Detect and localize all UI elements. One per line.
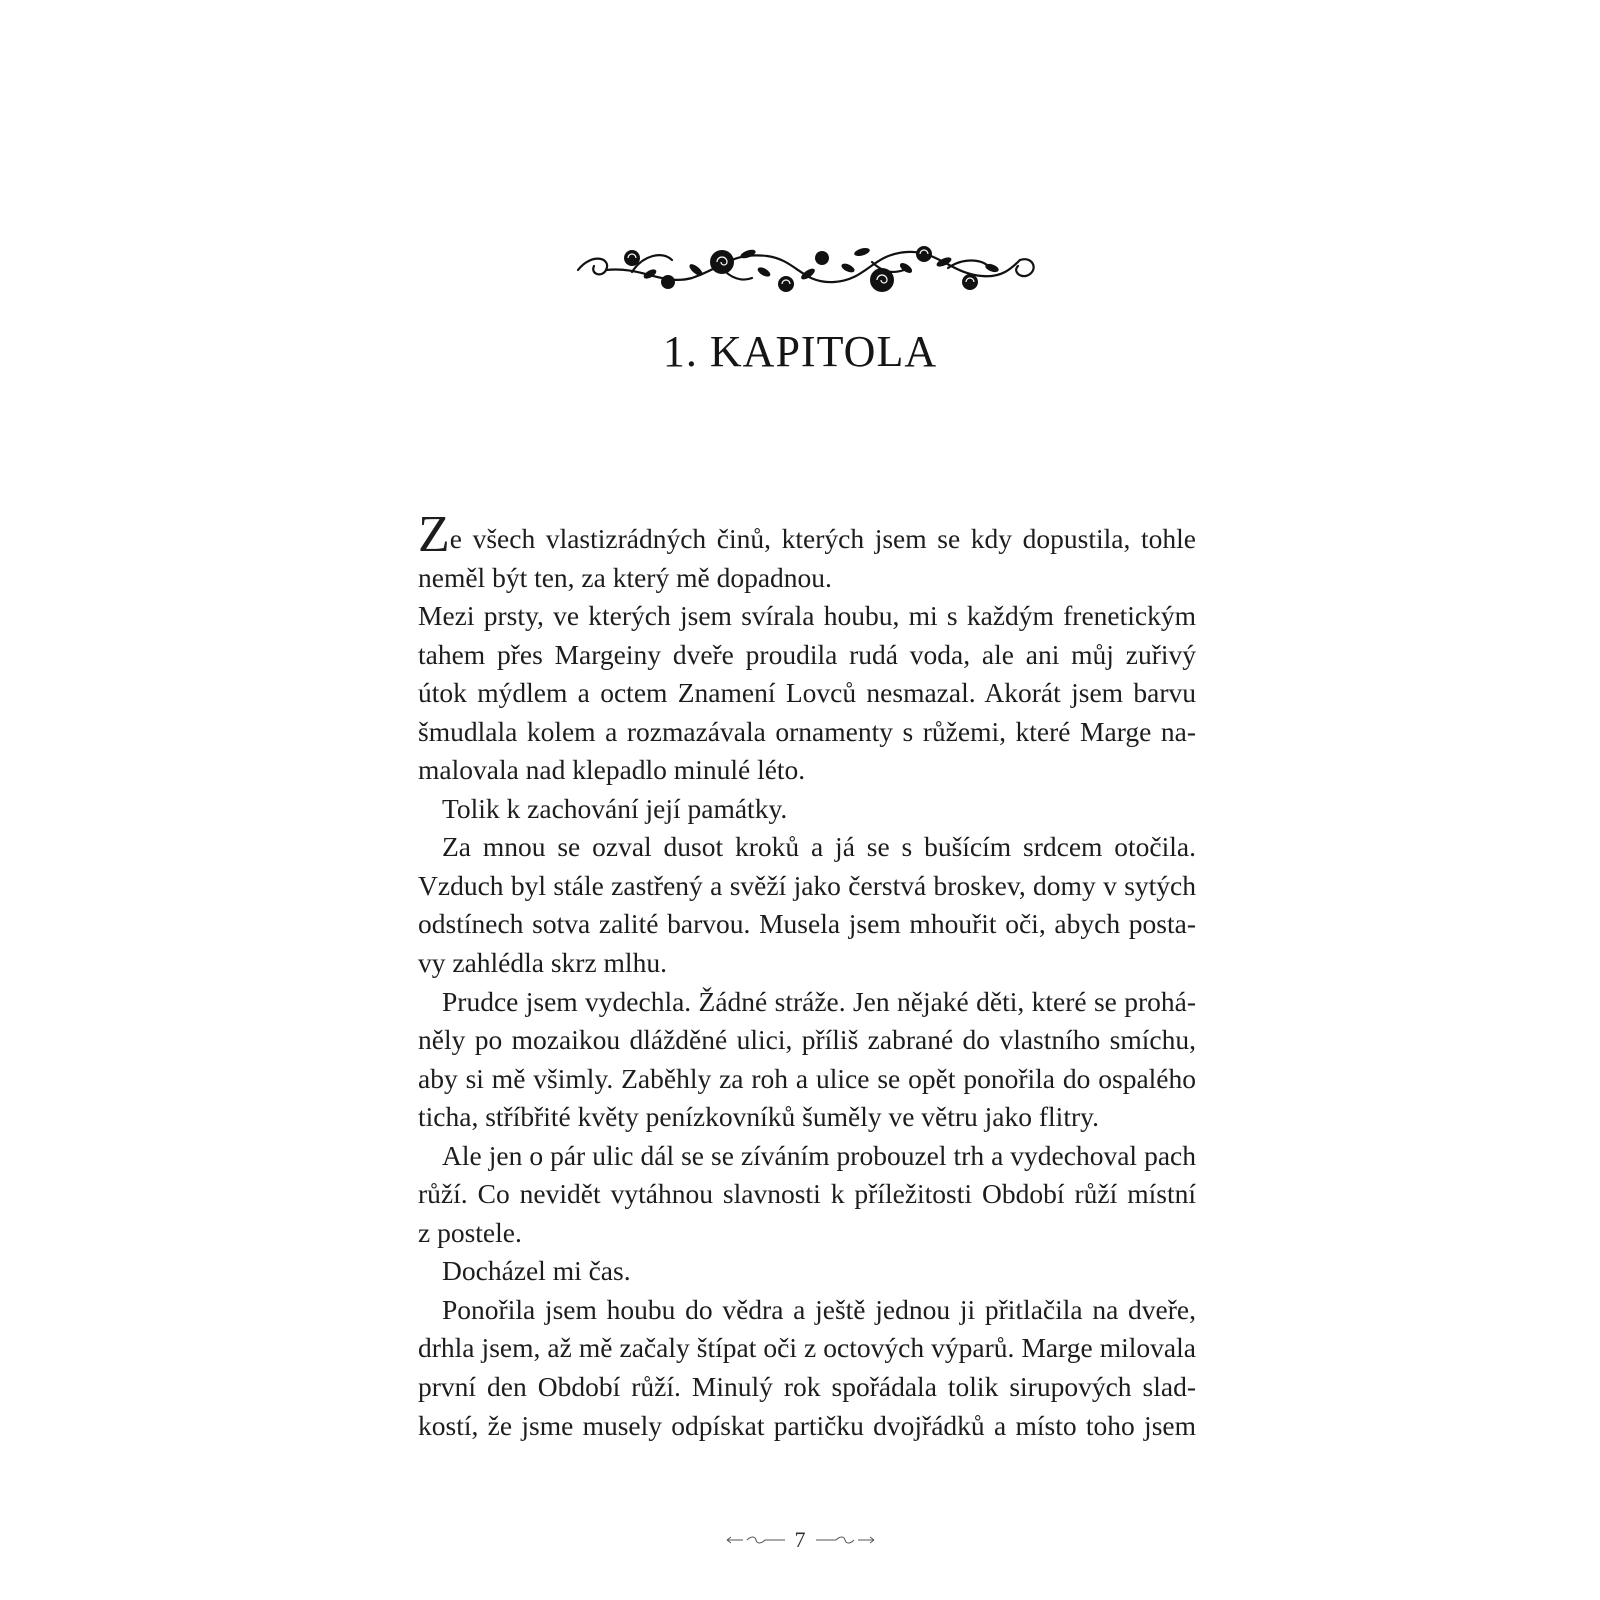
body-text <box>418 506 1196 1445</box>
text-line <box>418 1329 1196 1368</box>
text-line <box>418 1060 1196 1099</box>
text-line-content: malovala nad klepadlo minulé léto. <box>418 754 806 786</box>
text-line <box>418 1368 1196 1407</box>
chapter-title: 1. KAPITOLA <box>662 327 938 376</box>
footer-flourish-right-icon <box>814 1535 876 1545</box>
text-line-content: šmudlala kolem a rozmazávala ornamenty s růžemi, které Marge na- <box>418 715 1196 747</box>
text-line-content: Docházel mi čas. <box>442 1255 631 1287</box>
text-line-content: něly po mozaikou dlážděné ulici, příliš zabrané do vlastního smíchu, <box>418 1024 1196 1056</box>
text-line <box>418 1098 1196 1137</box>
text-line <box>418 944 1196 983</box>
text-line <box>418 1175 1196 1214</box>
text-line-content: odstínech sotva zalité barvou. Musela jsem mhouřit oči, abych posta- <box>418 908 1196 940</box>
text-line <box>418 828 1196 867</box>
text-line <box>418 790 1196 829</box>
text-line <box>418 1291 1196 1330</box>
drop-cap: Z <box>418 506 450 563</box>
text-line-content: vy zahlédla skrz mlhu. <box>418 947 667 979</box>
text-line-content: neměl být ten, za který mě dopadnou. <box>418 561 832 593</box>
text-line-content: drhla jsem, až mě začaly štípat oči z octových výparů. Marge milovala <box>418 1332 1196 1364</box>
text-line <box>418 713 1196 752</box>
text-line <box>418 983 1196 1022</box>
text-line-content: Za mnou se ozval dusot kroků a já se s bušícím srdcem otočila. <box>442 831 1196 863</box>
text-line <box>418 1137 1196 1176</box>
text-line-content: Tolik k zachování její památky. <box>442 792 788 824</box>
text-line-content: útok mýdlem a octem Znamení Lovců nesmazal. Akorát jsem barvu <box>418 677 1196 709</box>
text-line <box>418 1252 1196 1291</box>
text-line <box>418 1021 1196 1060</box>
text-line <box>418 674 1196 713</box>
text-line-content: Mezi prsty, ve kterých jsem svírala houbu, mi s každým frenetickým <box>418 600 1196 632</box>
text-line-content: první den Období růží. Minulý rok spořádala tolik sirupových slad- <box>418 1371 1196 1403</box>
text-line-content: kostí, že jsme musely odpískat partičku dvojřádků a místo toho jsem <box>418 1409 1196 1441</box>
text-line-content: Ale jen o pár ulic dál se se zíváním probouzel trh a vydechoval pach <box>442 1139 1196 1171</box>
page-number: 7 <box>794 1527 806 1552</box>
text-line <box>418 867 1196 906</box>
text-line <box>418 1407 1196 1446</box>
text-line-content: ticha, stříbřité květy penízkovníků šuměly ve větru jako flitry. <box>418 1101 1099 1133</box>
text-line-content: tahem přes Margeiny dveře proudila rudá voda, ale ani můj zuřivý <box>418 638 1196 670</box>
text-line <box>418 905 1196 944</box>
page-footer <box>0 1525 1600 1555</box>
footer-flourish-left-icon <box>725 1535 787 1545</box>
text-line-content: aby si mě všimly. Zaběhly za roh a ulice se opět ponořila do ospalého <box>418 1062 1196 1094</box>
text-line <box>418 636 1196 675</box>
text-line-content: růží. Co nevidět vytáhnou slavnosti k příležitosti Období růží místní <box>418 1178 1196 1210</box>
rose-vine-ornament <box>572 238 1040 306</box>
text-line <box>418 1214 1196 1253</box>
text-line <box>418 559 1196 598</box>
text-line <box>418 506 1196 563</box>
text-line-content: e všech vlastizrádných činů, kterých jsem se kdy dopustila, tohle <box>449 523 1196 554</box>
text-line-content: Vzduch byl stále zastřený a svěží jako čerstvá broskev, domy v sytých <box>418 869 1196 901</box>
text-line-content: z postele. <box>418 1216 522 1248</box>
text-line-content: Prudce jsem vydechla. Žádné stráže. Jen nějaké děti, které se prohá- <box>442 985 1196 1017</box>
text-line <box>418 597 1196 636</box>
text-line-content: Ponořila jsem houbu do vědra a ještě jednou ji přitlačila na dveře, <box>442 1293 1196 1325</box>
text-line <box>418 751 1196 790</box>
